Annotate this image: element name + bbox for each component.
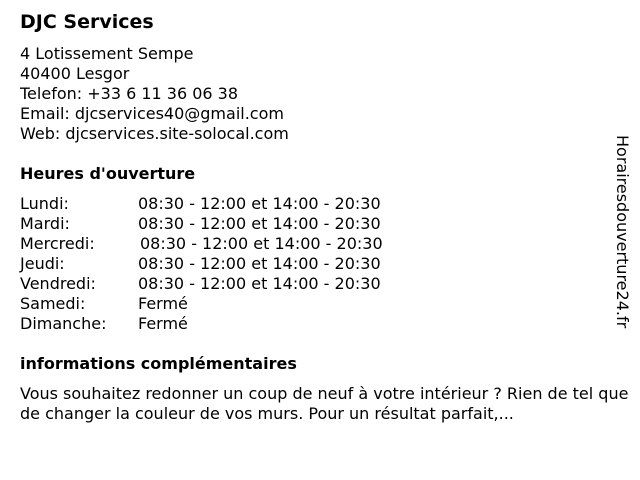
day-label: Mercredi:: [20, 234, 95, 253]
email-address: Email: djcservices40@gmail.com: [20, 104, 284, 123]
website: Web: djcservices.site-solocal.com: [20, 124, 289, 143]
day-hours: 08:30 - 12:00 et 14:00 - 20:30: [138, 254, 381, 273]
day-hours: 08:30 - 12:00 et 14:00 - 20:30: [138, 274, 381, 293]
day-hours: Fermé: [138, 294, 188, 313]
day-label: Lundi:: [20, 194, 69, 213]
hours-row-friday: [20, 274, 620, 294]
day-hours: 08:30 - 12:00 et 14:00 - 20:30: [140, 234, 383, 253]
address-street: 4 Lotissement Sempe: [20, 44, 194, 63]
hours-row-tuesday: [20, 214, 620, 234]
address-city: 40400 Lesgor: [20, 64, 130, 83]
day-label: Dimanche:: [20, 314, 107, 333]
hours-table: [20, 194, 620, 334]
day-hours: Fermé: [138, 314, 188, 333]
contact-block: [20, 44, 620, 144]
phone-number: Telefon: +33 6 11 36 06 38: [20, 84, 239, 103]
hours-row-thursday: [20, 254, 620, 274]
site-watermark: Horairesdouverture24.fr: [613, 135, 632, 329]
day-label: Jeudi:: [20, 254, 65, 273]
day-hours: 08:30 - 12:00 et 14:00 - 20:30: [138, 194, 381, 213]
hours-row-sunday: [20, 314, 620, 334]
info-description: Vous souhaitez redonner un coup de neuf à votre intérieur ? Rien de tel que de changer la couleur de vos murs. Pour un résultat parfait,...: [20, 384, 629, 423]
day-label: Mardi:: [20, 214, 70, 233]
hours-row-wednesday: [20, 234, 620, 254]
day-label: Samedi:: [20, 294, 86, 313]
hours-row-monday: [20, 194, 620, 214]
day-label: Vendredi:: [20, 274, 96, 293]
hours-heading: Heures d'ouverture: [20, 164, 196, 183]
day-hours: 08:30 - 12:00 et 14:00 - 20:30: [138, 214, 381, 233]
business-name: DJC Services: [20, 11, 154, 33]
hours-row-saturday: [20, 294, 620, 314]
info-heading: informations complémentaires: [20, 354, 297, 373]
